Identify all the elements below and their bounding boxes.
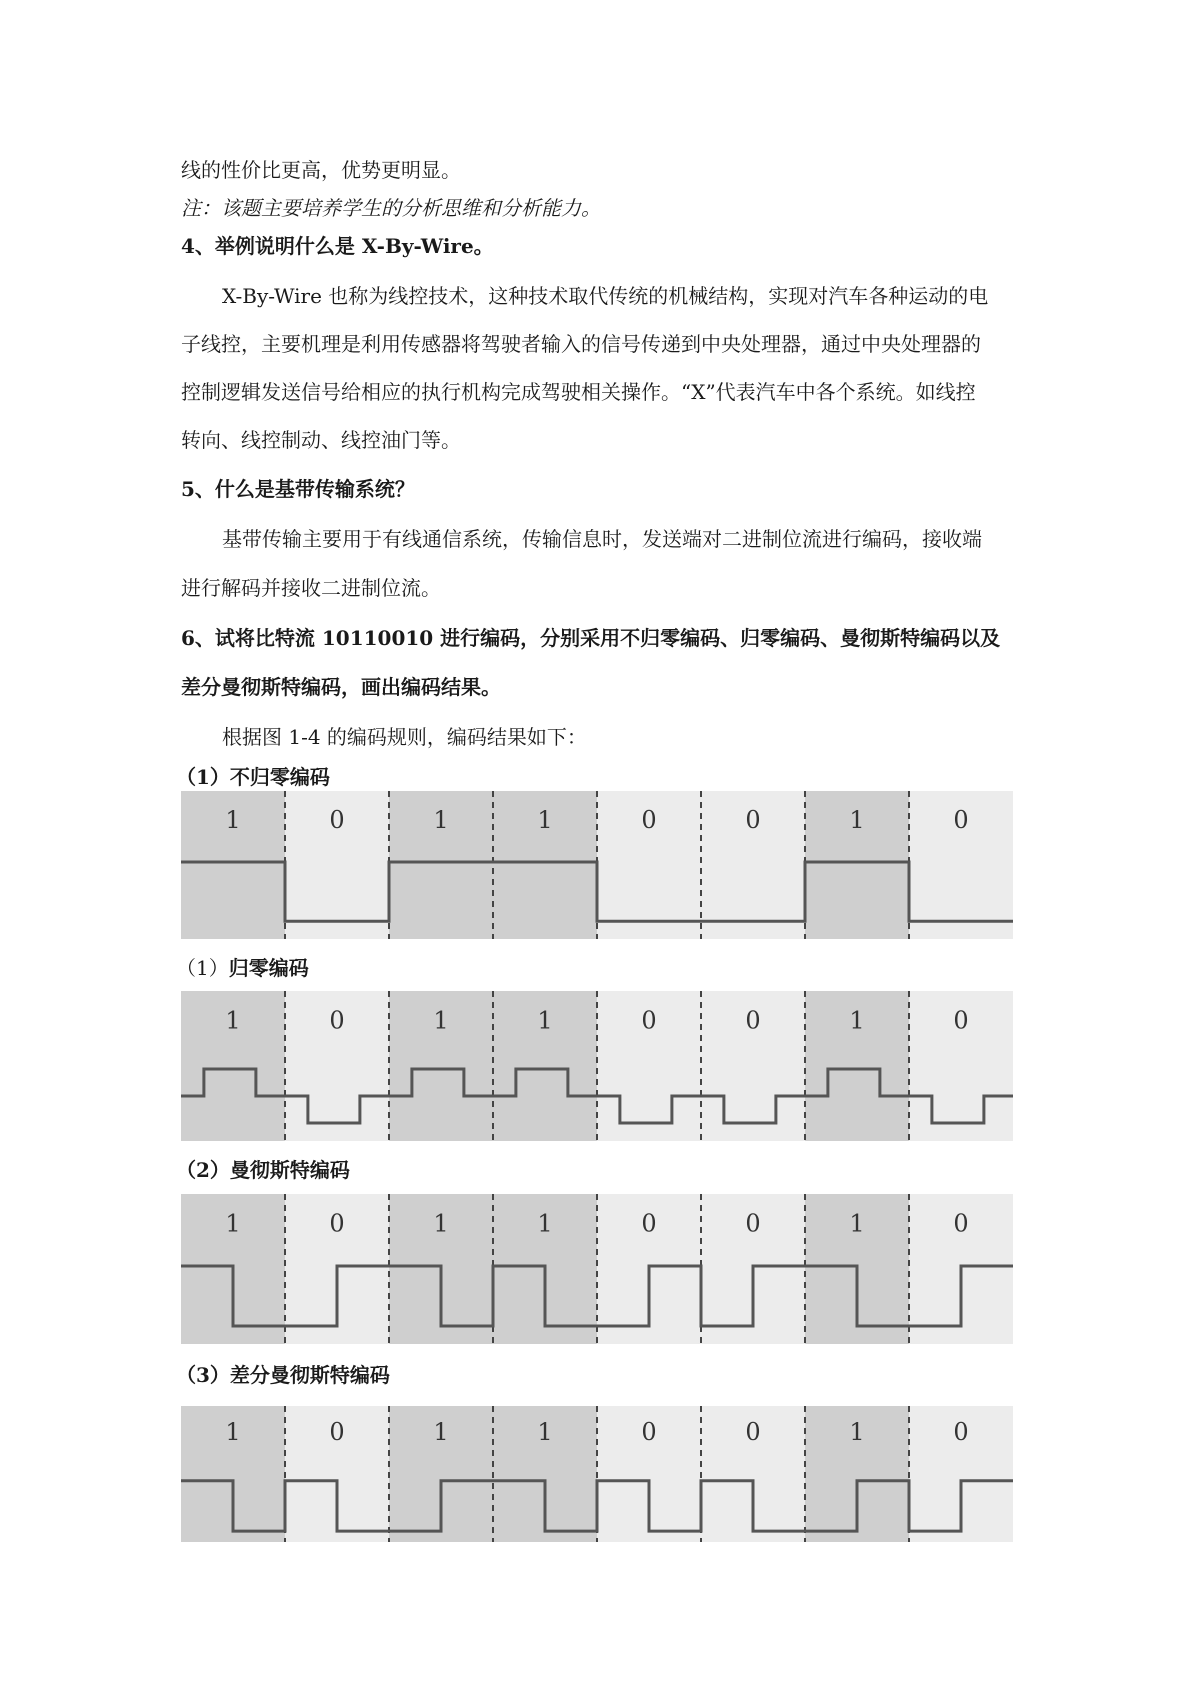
diagram-number: （3） bbox=[176, 1363, 230, 1387]
q4-answer-line: X-By-Wire 也称为线控技术，这种技术取代传统的机械结构，实现对汽车各种运动的电 bbox=[222, 284, 989, 308]
q4-answer-line: 子线控，主要机理是利用传感器将驾驶者输入的信号传递到中央处理器，通过中央处理器的 bbox=[181, 332, 981, 356]
diff-manchester-waveform bbox=[181, 1406, 1013, 1542]
manchester-waveform bbox=[181, 1194, 1013, 1344]
diagram-number: （1） bbox=[176, 765, 230, 789]
bit-label: 0 bbox=[745, 806, 761, 834]
diagram-number: （1） bbox=[176, 956, 229, 980]
bit-label: 1 bbox=[433, 1006, 449, 1035]
diagram-label bbox=[176, 1362, 390, 1388]
diagram-number: （2） bbox=[176, 1158, 230, 1182]
bit-label: 0 bbox=[641, 806, 657, 834]
question-4-title: 4、举例说明什么是 X-By-Wire。 bbox=[181, 234, 494, 258]
nrz-waveform bbox=[181, 791, 1013, 939]
manchester-diagram bbox=[181, 1194, 1013, 1344]
bit-label: 0 bbox=[329, 1006, 345, 1035]
bit-label: 1 bbox=[537, 1209, 553, 1238]
diagram-title: 归零编码 bbox=[228, 956, 309, 980]
bit-label: 0 bbox=[329, 806, 345, 834]
bit-label: 0 bbox=[953, 1418, 969, 1446]
q4-answer-line: 控制逻辑发送信号给相应的执行机构完成驾驶相关操作。“X”代表汽车中各个系统。如线控 bbox=[181, 380, 976, 404]
diagram-title: 曼彻斯特编码 bbox=[229, 1158, 350, 1182]
bit-label: 1 bbox=[225, 1006, 241, 1035]
bit-label: 0 bbox=[641, 1006, 657, 1035]
bit-label: 1 bbox=[849, 806, 865, 834]
bit-label: 0 bbox=[953, 1209, 969, 1238]
bit-label: 1 bbox=[433, 806, 449, 834]
bit-label: 0 bbox=[641, 1418, 657, 1446]
nrz-diagram bbox=[181, 791, 1013, 939]
rz-waveform bbox=[181, 991, 1013, 1141]
bit-label: 0 bbox=[953, 1006, 969, 1035]
diff-manchester-diagram bbox=[181, 1406, 1013, 1542]
q6-intro: 根据图 1-4 的编码规则，编码结果如下： bbox=[222, 725, 587, 749]
diagram-label bbox=[176, 764, 330, 790]
bit-label: 1 bbox=[537, 1418, 553, 1446]
bit-label: 1 bbox=[225, 1418, 241, 1446]
bit-label: 0 bbox=[329, 1209, 345, 1238]
diagram-title: 差分曼彻斯特编码 bbox=[229, 1363, 390, 1387]
bit-label: 1 bbox=[849, 1418, 865, 1446]
q4-answer-line: 转向、线控制动、线控油门等。 bbox=[181, 428, 461, 452]
diagram-title: 不归零编码 bbox=[229, 765, 330, 789]
diagram-label bbox=[176, 1157, 350, 1183]
bit-label: 1 bbox=[537, 806, 553, 834]
bit-label: 1 bbox=[433, 1209, 449, 1238]
bit-label: 1 bbox=[849, 1006, 865, 1035]
diagram-label bbox=[176, 955, 309, 981]
bit-label: 0 bbox=[953, 806, 969, 834]
bit-label: 0 bbox=[329, 1418, 345, 1446]
bit-label: 1 bbox=[225, 1209, 241, 1238]
bit-label: 1 bbox=[225, 806, 241, 834]
bit-label: 1 bbox=[433, 1418, 449, 1446]
question-5-title: 5、什么是基带传输系统？ bbox=[181, 477, 415, 501]
q5-answer-line: 基带传输主要用于有线通信系统，传输信息时，发送端对二进制位流进行编码，接收端 bbox=[222, 527, 982, 551]
rz-diagram bbox=[181, 991, 1013, 1141]
bit-label: 0 bbox=[745, 1209, 761, 1238]
question-6-title: 差分曼彻斯特编码，画出编码结果。 bbox=[181, 675, 501, 699]
bit-label: 0 bbox=[641, 1209, 657, 1238]
bit-label: 1 bbox=[849, 1209, 865, 1238]
q5-answer-line: 进行解码并接收二进制位流。 bbox=[181, 576, 441, 600]
bit-label: 1 bbox=[537, 1006, 553, 1035]
intro-line: 线的性价比更高，优势更明显。 bbox=[181, 158, 461, 182]
question-6-title: 6、试将比特流 10110010 进行编码，分别采用不归零编码、归零编码、曼彻斯特编码以及 bbox=[181, 626, 1001, 650]
note: 注：该题主要培养学生的分析思维和分析能力。 bbox=[181, 196, 601, 220]
bit-label: 0 bbox=[745, 1418, 761, 1446]
bit-label: 0 bbox=[745, 1006, 761, 1035]
